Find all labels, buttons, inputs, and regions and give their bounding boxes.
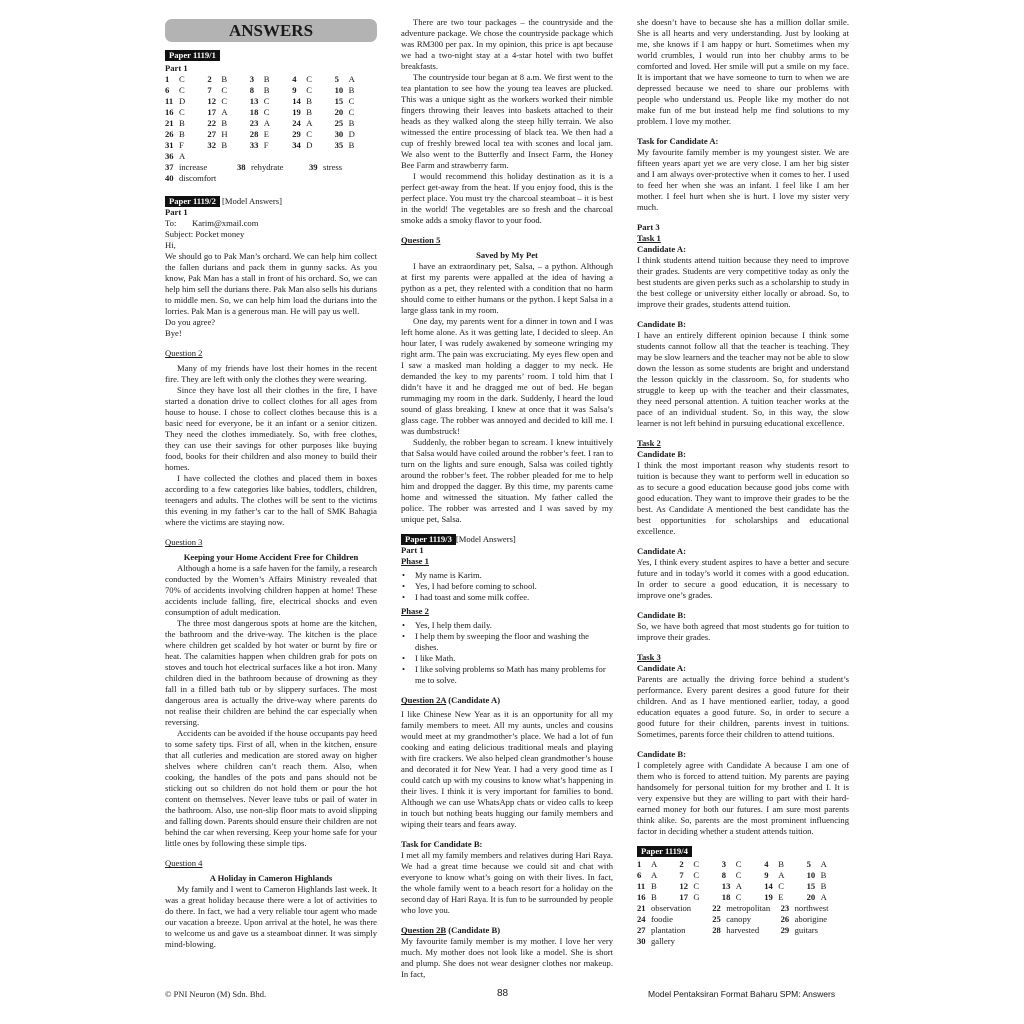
answer-number: 6 bbox=[637, 870, 642, 880]
answer-item bbox=[207, 85, 249, 96]
question-heading: Question 3 bbox=[165, 537, 203, 547]
phase-heading: Phase 1 bbox=[401, 556, 429, 566]
paragraph: I have an extraordinary pet, Salsa, – a python. Although at first my parents were appalled at the idea of having a python as a pet, they relented with a condition that no harm should come to either humans or the python. I kept Salsa in a large glass tank in my room. bbox=[401, 261, 613, 315]
answer-value: G bbox=[693, 892, 700, 902]
answer-item bbox=[250, 107, 292, 118]
answer-number: 3 bbox=[249, 74, 255, 84]
question-heading: Question 2B bbox=[401, 925, 447, 935]
answer-number: 27 bbox=[637, 925, 646, 935]
answer-value: gallery bbox=[651, 936, 675, 946]
answer-value: A bbox=[651, 859, 658, 869]
answer-number: 16 bbox=[637, 892, 646, 902]
answer-item bbox=[807, 892, 849, 903]
paragraph: Accidents can be avoided if the house occupants pay heed to some safety tips. First of all, when in the kitchen, ensure that all cutleries and medication are stored away on higher shelves where children can’t reach them. Also, when cooking, the handles of the pots and pans should not be sticking out so children do not hold them or pour the hot content on themselves. Never leave tubs or pail of water in the bathroom. Also, use non-slip floor mats to avoid slipping and falling down. Parents should ensure their children are not behind the car when reversing. Keep your home safe for your little ones by following these simple tips. bbox=[165, 728, 377, 848]
answer-value: metropolitan bbox=[726, 903, 771, 913]
answer-value: foodie bbox=[651, 914, 673, 924]
task-heading: Task 3 bbox=[637, 652, 661, 662]
answer-value: A bbox=[735, 881, 743, 891]
answer-value: stress bbox=[323, 162, 343, 172]
answer-item bbox=[165, 74, 207, 85]
answer-value: A bbox=[263, 118, 271, 128]
answer-item bbox=[722, 892, 764, 903]
answer-item bbox=[292, 74, 334, 85]
to-label: To: bbox=[165, 218, 177, 228]
answer-value: C bbox=[735, 859, 742, 869]
column-1 bbox=[165, 17, 377, 950]
part-heading: Part 1 bbox=[165, 207, 188, 217]
answer-item bbox=[637, 914, 712, 925]
answer-value: C bbox=[693, 870, 700, 880]
paragraph: I met all my family members and relatives during Hari Raya. We had a great time because we could sit and chat with everyone to know what’s going on with their lives. In fact, the whole family went to a beach resort for a holiday on the second day of Hari Raya. It is fun to be surrounded by people who love you. bbox=[401, 850, 613, 915]
answer-value: C bbox=[179, 107, 185, 117]
paper-label: Paper 1119/2 bbox=[165, 196, 220, 207]
answer-value: B bbox=[778, 859, 784, 869]
model-answers-note: [Model Answers] bbox=[455, 534, 516, 544]
answer-grid-paper4 bbox=[637, 859, 849, 903]
list-item: • Yes, I had before coming to school. bbox=[401, 581, 613, 592]
answer-value: A bbox=[306, 118, 313, 128]
answer-number: 14 bbox=[292, 96, 301, 106]
answer-item bbox=[335, 118, 377, 129]
question-subheading: (Candidate B) bbox=[446, 925, 501, 935]
email-signoff: Bye! bbox=[165, 328, 182, 338]
answer-value: C bbox=[306, 85, 312, 95]
candidate-label: Candidate B: bbox=[637, 449, 686, 459]
answer-item bbox=[250, 129, 292, 140]
answer-item bbox=[250, 118, 292, 129]
answer-number: 6 bbox=[165, 85, 170, 95]
answer-number: 4 bbox=[764, 859, 769, 869]
paragraph: My favourite family member is my youngest sister. We are fifteen years apart yet we are very close. I am her big sister and I am always over-protective when it comes to her. I used to feed her when she was an infant. I feel like I am her mother. I feel hurt when she is hurt. I love my sister very much. bbox=[637, 147, 849, 212]
answer-value: A bbox=[778, 870, 785, 880]
answer-number: 12 bbox=[679, 881, 688, 891]
answer-number: 40 bbox=[165, 173, 174, 183]
word-answers-paper4 bbox=[637, 903, 849, 947]
answer-value: B bbox=[348, 140, 355, 150]
answer-value: C bbox=[693, 859, 700, 869]
answer-number: 9 bbox=[764, 870, 769, 880]
answer-number: 25 bbox=[712, 914, 721, 924]
answer-value: B bbox=[820, 881, 827, 891]
answer-item bbox=[165, 173, 377, 184]
paragraph: Since they have lost all their clothes in the fire, I have started a donation drive to collect clothes for all ages from house to house. I chose to collect clothes because this is a basic need for everyone, be it an infant or a senior citizen. They need the clothes immediately. So, with free clothes, they can use their savings for other purposes like buying food, books for their children and also money to build their homes. bbox=[165, 385, 377, 472]
candidate-label: Candidate A: bbox=[637, 244, 686, 254]
answer-number: 22 bbox=[712, 903, 721, 913]
answer-value: C bbox=[263, 107, 270, 117]
question-heading: Question 2 bbox=[165, 348, 203, 358]
paragraph: My favourite family member is my mother. I love her very much. My mother does not look like a model. She is short and plump. She does not wear designer clothes nor makeup. In fact, bbox=[401, 936, 613, 979]
answer-item bbox=[165, 107, 207, 118]
paragraph: Parents are actually the driving force behind a student’s performance. Every parent desires a good future for their children. And as I have mentioned earlier, today, a good education equates a good future. So, in order to secure a good future for their children, parents invest in tuitions. Sometimes, parents force their children to attend tuitions. bbox=[637, 674, 849, 739]
answer-item bbox=[250, 96, 292, 107]
answer-item bbox=[764, 892, 806, 903]
answer-grid-paper1 bbox=[165, 74, 377, 162]
list-item: • I help them by sweeping the floor and washing the dishes. bbox=[401, 631, 613, 653]
answer-item bbox=[637, 881, 679, 892]
email-body: We should go to Pak Man’s orchard. We can help him collect the fallen durians and pack them in gunny sacks. As you know, Pak Man has a stall in front of his orchard. So, we can help him sell the durians there. Pak Man also sells his durians to middle men. So, we can help him load the durians into the lorries. Pak Man is a generous man. He will pay us well. bbox=[165, 251, 377, 316]
answer-item bbox=[781, 914, 849, 925]
list-item: • I like Math. bbox=[401, 653, 613, 664]
list-item: • Yes, I help them daily. bbox=[401, 620, 613, 631]
paper-label: Paper 1119/3 bbox=[401, 534, 456, 545]
paragraph: Although a home is a safe haven for the family, a research conducted by the Women’s Affairs Ministry revealed that 70% of accidents involving children happen at home! These accidents include falling, fire, electrical shocks and even consumption of adult medication. bbox=[165, 563, 377, 617]
answer-item bbox=[165, 85, 207, 96]
answer-value: C bbox=[221, 85, 228, 95]
question-heading: Question 4 bbox=[165, 858, 203, 868]
answer-item bbox=[292, 85, 334, 96]
paragraph: My family and I went to Cameron Highlands last week. It was a great holiday because there were a lot of activities to do there. In fact, we had a very reliable tour agent who made our vacation a breeze. Upon arrival at the hotel, he was there to welcome us and gave us a steamboat dinner. It was simply mind-blowing. bbox=[165, 884, 377, 949]
question-subheading: (Candidate A) bbox=[446, 695, 501, 705]
answer-item bbox=[335, 85, 377, 96]
answer-number: 26 bbox=[165, 129, 174, 139]
answer-number: 7 bbox=[207, 85, 212, 95]
list-item: • I like solving problems so Math has many problems for me to solve. bbox=[401, 664, 613, 686]
answer-number: 5 bbox=[334, 74, 339, 84]
answer-number: 19 bbox=[764, 892, 773, 902]
answer-number: 15 bbox=[806, 881, 816, 891]
answer-value: C bbox=[693, 881, 700, 891]
candidate-label: Candidate A: bbox=[637, 663, 686, 673]
answer-number: 30 bbox=[637, 936, 646, 946]
answer-value: E bbox=[263, 129, 270, 139]
answer-value: discomfort bbox=[179, 173, 217, 183]
answer-item bbox=[165, 140, 207, 151]
answer-number: 17 bbox=[679, 892, 688, 902]
task-heading: Task for Candidate B: bbox=[401, 839, 483, 849]
answer-number: 9 bbox=[292, 85, 297, 95]
answer-value: B bbox=[306, 107, 312, 117]
answer-item bbox=[764, 859, 806, 870]
part-heading: Part 1 bbox=[165, 63, 188, 73]
answer-value: B bbox=[348, 85, 355, 95]
answer-item bbox=[807, 881, 849, 892]
answer-number: 18 bbox=[721, 892, 731, 902]
question-heading: Question 5 bbox=[401, 235, 441, 245]
answer-number: 14 bbox=[764, 881, 773, 891]
answer-number: 25 bbox=[334, 118, 344, 128]
answer-number: 37 bbox=[165, 162, 174, 172]
answer-item bbox=[722, 859, 764, 870]
answer-item bbox=[250, 140, 292, 151]
paragraph: The three most dangerous spots at home are the kitchen, the bathroom and the drive-way. The kitchen is the place where children get scalded by hot water or burnt by fire or heat. The calamities happen when children grab for pots on stoves and touch hot electrical surfaces like a hot iron. Many children died in the bathroom because of drowning as they fall in a filled bath tub or by slippery surfaces. The most dangerous area is actually the drive-way where parents do not realise their children are behind the car especially when reversing. bbox=[165, 618, 377, 727]
answer-value: C bbox=[306, 74, 312, 84]
answer-item bbox=[165, 96, 207, 107]
answer-item bbox=[679, 881, 721, 892]
answer-value: E bbox=[778, 892, 784, 902]
answer-item bbox=[165, 118, 207, 129]
answer-value: guitars bbox=[794, 925, 818, 935]
word-answers-paper1 bbox=[165, 162, 377, 184]
task-heading: Task 1 bbox=[637, 233, 661, 243]
essay-title: Keeping your Home Accident Free for Children bbox=[183, 552, 359, 562]
paragraph: There are two tour packages – the countryside and the adventure package. We chose the countryside package which was RM300 per pax. In my opinion, this price is apt because we had a two-night stay at a 4-star hotel with two buffet breakfasts. bbox=[401, 17, 613, 71]
candidate-label: Candidate B: bbox=[637, 319, 686, 329]
answer-number: 10 bbox=[334, 85, 344, 95]
paragraph: I think students attend tuition because they need to improve their grades. Students are very competitive today as only the best students are given perks such as a scholarship to study in the best college or university either locally or abroad. So, to improve their grades, students attend tuition. bbox=[637, 255, 849, 309]
paragraph: I think the most important reason why students resort to tuition is because they want to perform well in education so as to secure a good education because good jobs come with good education. They want to improve their grades to be the best. As Candidate A mentioned the best candidate has the best opportunities for scholarships and educational excellence. bbox=[637, 460, 849, 536]
paragraph: Suddenly, the robber began to scream. I knew intuitively that Salsa would have coiled around the robber’s feet. I ran to turn on the lights and sure enough, Salsa was coiled tightly around the robber’s feet. The robber pleaded for me to help him and dropped the dagger. By this time, my parents came home and witnessed the situation. My father called the police. The robber was arrested and I was saved by my unique pet, Salsa. bbox=[401, 437, 613, 524]
model-answers-note: [Model Answers] bbox=[222, 196, 282, 206]
answer-item bbox=[637, 859, 679, 870]
answer-number: 18 bbox=[249, 107, 259, 117]
answer-number: 24 bbox=[292, 118, 301, 128]
answer-value: B bbox=[263, 74, 270, 84]
answer-item bbox=[335, 74, 377, 85]
answer-value: A bbox=[820, 892, 827, 902]
answer-value: C bbox=[735, 870, 742, 880]
answer-number: 30 bbox=[334, 129, 344, 139]
answer-item bbox=[335, 140, 377, 151]
paragraph: The countryside tour began at 8 a.m. We first went to the tea plantation to see how the young tea leaves are plucked. This was a unique sight as the workers worked their nimble fingers throwing their leaves into baskets attached to their heads as they walked along the steep hilly terrain. We also witnessed the entire processing of black tea. We then had a cup of freshly brewed local tea with scones and local jam. We also went to the Butterfly and Insect Farm, the Honey Bee Farm and strawberry farm. bbox=[401, 72, 613, 170]
answer-value: F bbox=[179, 140, 184, 150]
part-heading: Part 1 bbox=[401, 545, 424, 555]
answer-item bbox=[207, 74, 249, 85]
candidate-label: Candidate B: bbox=[637, 610, 686, 620]
answer-number: 20 bbox=[806, 892, 816, 902]
answer-value: B bbox=[651, 881, 657, 891]
answer-value: aborigine bbox=[794, 914, 828, 924]
answer-item bbox=[292, 96, 334, 107]
answer-number: 21 bbox=[165, 118, 174, 128]
answer-value: B bbox=[306, 96, 312, 106]
answer-value: B bbox=[221, 118, 228, 128]
answer-value: A bbox=[651, 870, 658, 880]
answer-item bbox=[764, 881, 806, 892]
answer-item bbox=[637, 870, 679, 881]
answer-number: 17 bbox=[207, 107, 216, 117]
answer-item bbox=[250, 85, 292, 96]
answer-number: 12 bbox=[207, 96, 216, 106]
answer-value: A bbox=[820, 859, 827, 869]
answer-number: 7 bbox=[679, 870, 684, 880]
answer-value: B bbox=[820, 870, 827, 880]
answer-value: canopy bbox=[726, 914, 752, 924]
answer-value: C bbox=[179, 74, 185, 84]
paragraph: I like Chinese New Year as it is an opportunity for all my family members to meet. All my aunts, uncles and cousins would meet at my grandmother’s place. We had a lot of fun cooking and eating delicious traditional meals and playing with fire crackers. We also helped clean grandmother’s house and decorated it for New Year. I had a very good time as I could catch up with my cousins to know what’s happening in their lives. I think it is very important for families to bond. Although we can use WhatsApp chats or video calls to keep in touch but nothing beats hugging our family members and wiping their tears and fears away. bbox=[401, 709, 613, 829]
answer-number: 13 bbox=[721, 881, 731, 891]
footer-book-title: Model Pentaksiran Format Baharu SPM: Answers bbox=[648, 989, 836, 999]
answer-value: H bbox=[221, 129, 228, 139]
answer-number: 39 bbox=[309, 162, 318, 172]
answer-number: 33 bbox=[249, 140, 259, 150]
answer-item bbox=[309, 162, 377, 173]
answer-number: 24 bbox=[637, 914, 646, 924]
answer-value: harvested bbox=[726, 925, 760, 935]
answer-number: 36 bbox=[165, 151, 174, 161]
answer-number: 8 bbox=[249, 85, 255, 95]
answer-value: C bbox=[306, 129, 312, 139]
answer-item bbox=[250, 74, 292, 85]
answer-item bbox=[712, 925, 780, 936]
answers-title: ANSWERS bbox=[165, 19, 377, 42]
list-item: • I had toast and some milk coffee. bbox=[401, 592, 613, 603]
answer-number: 19 bbox=[292, 107, 301, 117]
answer-item bbox=[679, 870, 721, 881]
phase2-list bbox=[401, 620, 613, 686]
answer-item bbox=[292, 140, 334, 151]
answer-value: C bbox=[179, 85, 185, 95]
to-value: Karim@xmail.com bbox=[192, 218, 259, 228]
answer-number: 38 bbox=[237, 162, 246, 172]
answer-number: 23 bbox=[780, 903, 790, 913]
answer-item bbox=[335, 96, 377, 107]
subject-label: Subject: bbox=[165, 229, 194, 239]
answer-number: 3 bbox=[721, 859, 727, 869]
answer-item bbox=[237, 162, 309, 173]
answer-value: increase bbox=[179, 162, 208, 172]
answer-number: 34 bbox=[292, 140, 301, 150]
greeting: Hi, bbox=[165, 240, 176, 250]
answer-value: A bbox=[221, 107, 228, 117]
answer-item bbox=[207, 140, 249, 151]
answer-item bbox=[764, 870, 806, 881]
paragraph: I would recommend this holiday destination as it is a perfect get-away from the heat. If you enjoy food, this is the perfect place. You must try the charcoal steamboat – it is best in the world! The vegetables are so fresh and the charcoal smoke adds a smoky flavor to your food. bbox=[401, 171, 613, 225]
answer-value: observation bbox=[651, 903, 692, 913]
paragraph: Yes, I think every student aspires to have a better and secure future and in today’s world it comes with a good education. In order to secure a good education, it is necessary to improve one’s grades. bbox=[637, 557, 849, 600]
answer-value: A bbox=[179, 151, 186, 161]
answer-number: 20 bbox=[334, 107, 344, 117]
answer-item bbox=[207, 107, 249, 118]
answer-number: 11 bbox=[637, 881, 646, 891]
essay-title: A Holiday in Cameron Highlands bbox=[209, 873, 333, 883]
answer-item bbox=[637, 925, 712, 936]
candidate-label: Candidate B: bbox=[637, 749, 686, 759]
answer-number: 32 bbox=[207, 140, 216, 150]
part-heading: Part 3 bbox=[637, 222, 660, 232]
answer-value: northwest bbox=[794, 903, 829, 913]
answer-number: 2 bbox=[207, 74, 212, 84]
answer-item bbox=[722, 881, 764, 892]
answer-number: 23 bbox=[249, 118, 259, 128]
answer-number: 21 bbox=[637, 903, 646, 913]
answer-value: D bbox=[179, 96, 186, 106]
answer-value: B bbox=[348, 118, 355, 128]
answer-value: C bbox=[348, 96, 355, 106]
answer-number: 26 bbox=[780, 914, 790, 924]
phase-heading: Phase 2 bbox=[401, 606, 429, 616]
answer-number: 13 bbox=[249, 96, 259, 106]
answer-item bbox=[679, 859, 721, 870]
paragraph: One day, my parents went for a dinner in town and I was left home alone. As it was getting late, I decided to sleep. An hour later, I was rudely awakened by someone wringing my right arm. The pain was excruciating. My eyes flew open and I saw a masked man holding a dagger to my neck. He demanded the key to my parents’ room. I told him that I didn’t have it and he dragged me out of bed. He began rummaging my room in the dark. Suddenly, I heard the loud sound of glass breaking. I knew at once that it was Salsa’s glass cage. The robber was annoyed and decided to kill me. I was dumbstruck! bbox=[401, 316, 613, 436]
phase1-list bbox=[401, 570, 613, 603]
answer-number: 22 bbox=[207, 118, 216, 128]
footer-copyright: © PNI Neuron (M) Sdn. Bhd. bbox=[165, 989, 267, 999]
answer-item bbox=[807, 859, 849, 870]
answer-value: B bbox=[179, 129, 185, 139]
paragraph: she doesn’t have to because she has a million dollar smile. She is all hearts and very understanding. Just by looking at me, she knows if I am happy or hurt. Sometimes when my world crumbles, I would run into her chubby arms to be comforted and loved. Her smile will put a smile on my face. It is important that we have someone to turn to when we are depressed because we need to share our problems with people who understand us. People like my mother do not make fun of me but instead help me find solutions to my problem. I love my mother. bbox=[637, 17, 849, 126]
answer-value: B bbox=[651, 892, 657, 902]
answer-value: B bbox=[263, 85, 270, 95]
answer-number: 16 bbox=[165, 107, 174, 117]
page-number: 88 bbox=[497, 988, 509, 999]
answer-value: B bbox=[221, 74, 228, 84]
paragraph: Many of my friends have lost their homes in the recent fire. They are left with only the clothes they were wearing. bbox=[165, 363, 377, 384]
answer-item bbox=[207, 129, 249, 140]
column-3 bbox=[637, 17, 849, 947]
list-item: • My name is Karim. bbox=[401, 570, 613, 581]
question-heading: Question 2A bbox=[401, 695, 447, 705]
answer-value: rehydrate bbox=[251, 162, 284, 172]
answer-value: A bbox=[348, 74, 355, 84]
answer-item bbox=[637, 903, 712, 914]
answer-item bbox=[335, 107, 377, 118]
answer-item bbox=[165, 129, 207, 140]
answer-number: 35 bbox=[334, 140, 344, 150]
answer-value: C bbox=[778, 881, 784, 891]
task-heading: Task 2 bbox=[637, 438, 661, 448]
task-heading: Task for Candidate A: bbox=[637, 136, 719, 146]
answer-number: 27 bbox=[207, 129, 216, 139]
answer-item bbox=[679, 892, 721, 903]
answer-item bbox=[781, 903, 849, 914]
answer-item bbox=[165, 151, 207, 162]
answer-number: 29 bbox=[780, 925, 790, 935]
subject-value: Pocket money bbox=[195, 229, 245, 239]
column-2 bbox=[401, 17, 613, 980]
answer-number: 1 bbox=[637, 859, 642, 869]
answer-value: plantation bbox=[651, 925, 686, 935]
answer-item bbox=[781, 925, 849, 936]
answer-item bbox=[292, 107, 334, 118]
email-question: Do you agree? bbox=[165, 317, 216, 327]
answer-item bbox=[712, 903, 780, 914]
answer-value: F bbox=[263, 140, 269, 150]
answer-number: 10 bbox=[806, 870, 816, 880]
answer-number: 11 bbox=[165, 96, 174, 106]
answer-item bbox=[807, 870, 849, 881]
answer-item bbox=[637, 936, 712, 947]
answer-value: C bbox=[263, 96, 270, 106]
answer-item bbox=[292, 129, 334, 140]
answer-item bbox=[637, 892, 679, 903]
answer-number: 28 bbox=[249, 129, 259, 139]
answer-number: 2 bbox=[679, 859, 684, 869]
paper-label: Paper 1119/1 bbox=[165, 50, 220, 61]
paragraph: I completely agree with Candidate A because I am one of them who is forced to attend tuition. My parents are paying handsomely for personal tuition for my brother and I. It is very expensive but they are willing to part with their hard-earned money for both our futures. I am sure most parents think alike. So, parents are the most prominent influencing factor in deciding whether a student attends tuition. bbox=[637, 760, 849, 836]
answer-value: B bbox=[221, 140, 228, 150]
answer-item bbox=[335, 129, 377, 140]
answer-value: B bbox=[179, 118, 185, 128]
answer-item bbox=[207, 96, 249, 107]
answer-number: 5 bbox=[806, 859, 811, 869]
paragraph: I have an entirely different opinion because I think some students cannot follow all that the teacher is teaching. They may be slow learners and the teacher may not be able to slow down the lesson as some students are bright and understand the lesson quickly in the classroom. So, for students who struggle to keep up with the teacher and their classmates, they need personal attention. A tuition teacher works at the pace of an individual student. So, in this way, the slow learner is not left behind in pursuing educational excellence. bbox=[637, 330, 849, 428]
answer-value: C bbox=[735, 892, 742, 902]
answer-value: D bbox=[348, 129, 355, 139]
essay-title: Saved by My Pet bbox=[476, 250, 538, 260]
answer-number: 29 bbox=[292, 129, 301, 139]
answer-value: D bbox=[306, 140, 313, 150]
answer-value: C bbox=[221, 96, 228, 106]
answer-item bbox=[292, 118, 334, 129]
candidate-label: Candidate A: bbox=[637, 546, 686, 556]
answer-number: 1 bbox=[165, 74, 170, 84]
answer-item bbox=[712, 914, 780, 925]
answer-value: C bbox=[348, 107, 355, 117]
paragraph: I have collected the clothes and placed them in boxes according to a few categories like babies, toddlers, children, teenagers and adults. The clothes will be sent to the victims this evening in my father’s car to the hall of SMK Bahagia where the victims are staying now. bbox=[165, 473, 377, 527]
answer-number: 28 bbox=[712, 925, 721, 935]
answer-item bbox=[165, 162, 237, 173]
answer-item bbox=[722, 870, 764, 881]
answer-item bbox=[207, 118, 249, 129]
answer-number: 4 bbox=[292, 74, 297, 84]
paper-label: Paper 1119/4 bbox=[637, 846, 692, 857]
paragraph: So, we have both agreed that most students go for tuition to improve their grades. bbox=[637, 621, 849, 642]
answer-number: 31 bbox=[165, 140, 174, 150]
answer-number: 8 bbox=[721, 870, 727, 880]
answer-number: 15 bbox=[334, 96, 344, 106]
